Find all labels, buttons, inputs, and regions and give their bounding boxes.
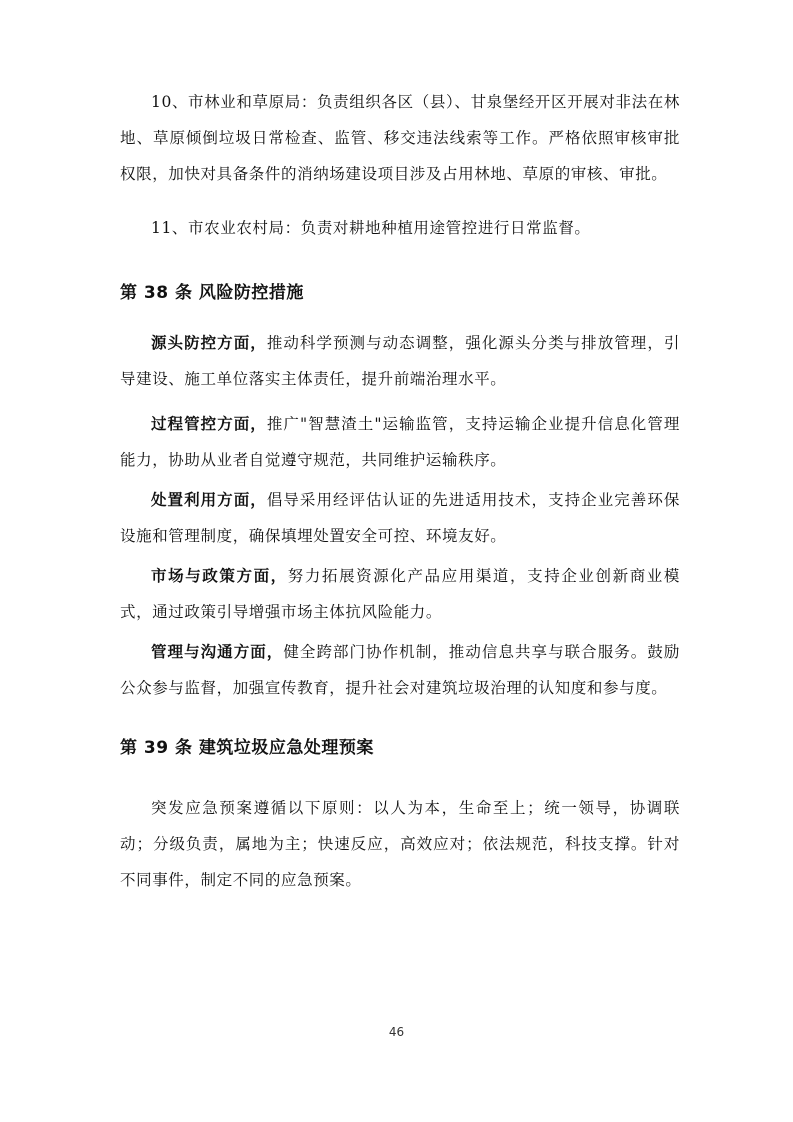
item-agriculture-bureau: 11、市农业农村局：负责对耕地种植用途管控进行日常监督。 (151, 219, 591, 237)
page-number: 46 (388, 1025, 405, 1039)
measure-source-control (120, 325, 680, 397)
emergency-plan-principles: 突发应急预案遵循以下原则：以人为本，生命至上；统一领导，协调联动；分级负责，属地为主；快速反应，高效应对；依法规范，科技支撑。针对不同事件，制定不同的应急预案。 (120, 799, 680, 889)
measure-lead: 处置利用方面， (151, 491, 267, 509)
measure-process-control (120, 406, 680, 478)
measure-lead: 管理与沟通方面， (151, 643, 284, 661)
measure-text: 努力拓展资源化产品应用渠道，支持企业创新商业模式，通过政策引导增强市场主体抗风险能力。 (120, 567, 680, 621)
measure-management-communication (120, 634, 680, 706)
measure-lead: 过程管控方面， (151, 415, 267, 433)
measure-text: 推动科学预测与动态调整，强化源头分类与排放管理，引导建设、施工单位落实主体责任，提升前端治理水平。 (120, 334, 680, 388)
section-38-heading: 第 38 条 风险防控措施 (120, 283, 304, 303)
item-forestry-bureau: 10、市林业和草原局：负责组织各区（县）、甘泉堡经开区开展对非法在林地、草原倾倒垃圾日常检查、监管、移交违法线索等工作。严格依照审核审批权限，加快对具备条件的消纳场建设项目涉及占用林地、草原的审核、审批。 (120, 93, 680, 183)
measure-lead: 源头防控方面， (151, 334, 267, 352)
measure-text: 倡导采用经评估认证的先进适用技术，支持企业完善环保设施和管理制度，确保填埋处置安全可控、环境友好。 (120, 491, 680, 545)
measure-market-policy (120, 558, 680, 630)
measure-lead: 市场与政策方面， (151, 567, 288, 585)
section-39-heading: 第 39 条 建筑垃圾应急处理预案 (120, 738, 374, 758)
measure-text: 推广"智慧渣土"运输监管，支持运输企业提升信息化管理能力，协助从业者自觉遵守规范，共同维护运输秩序。 (120, 415, 680, 469)
measure-disposal-utilization (120, 482, 680, 554)
measure-text: 健全跨部门协作机制，推动信息共享与联合服务。鼓励公众参与监督，加强宣传教育，提升社会对建筑垃圾治理的认知度和参与度。 (120, 643, 680, 697)
